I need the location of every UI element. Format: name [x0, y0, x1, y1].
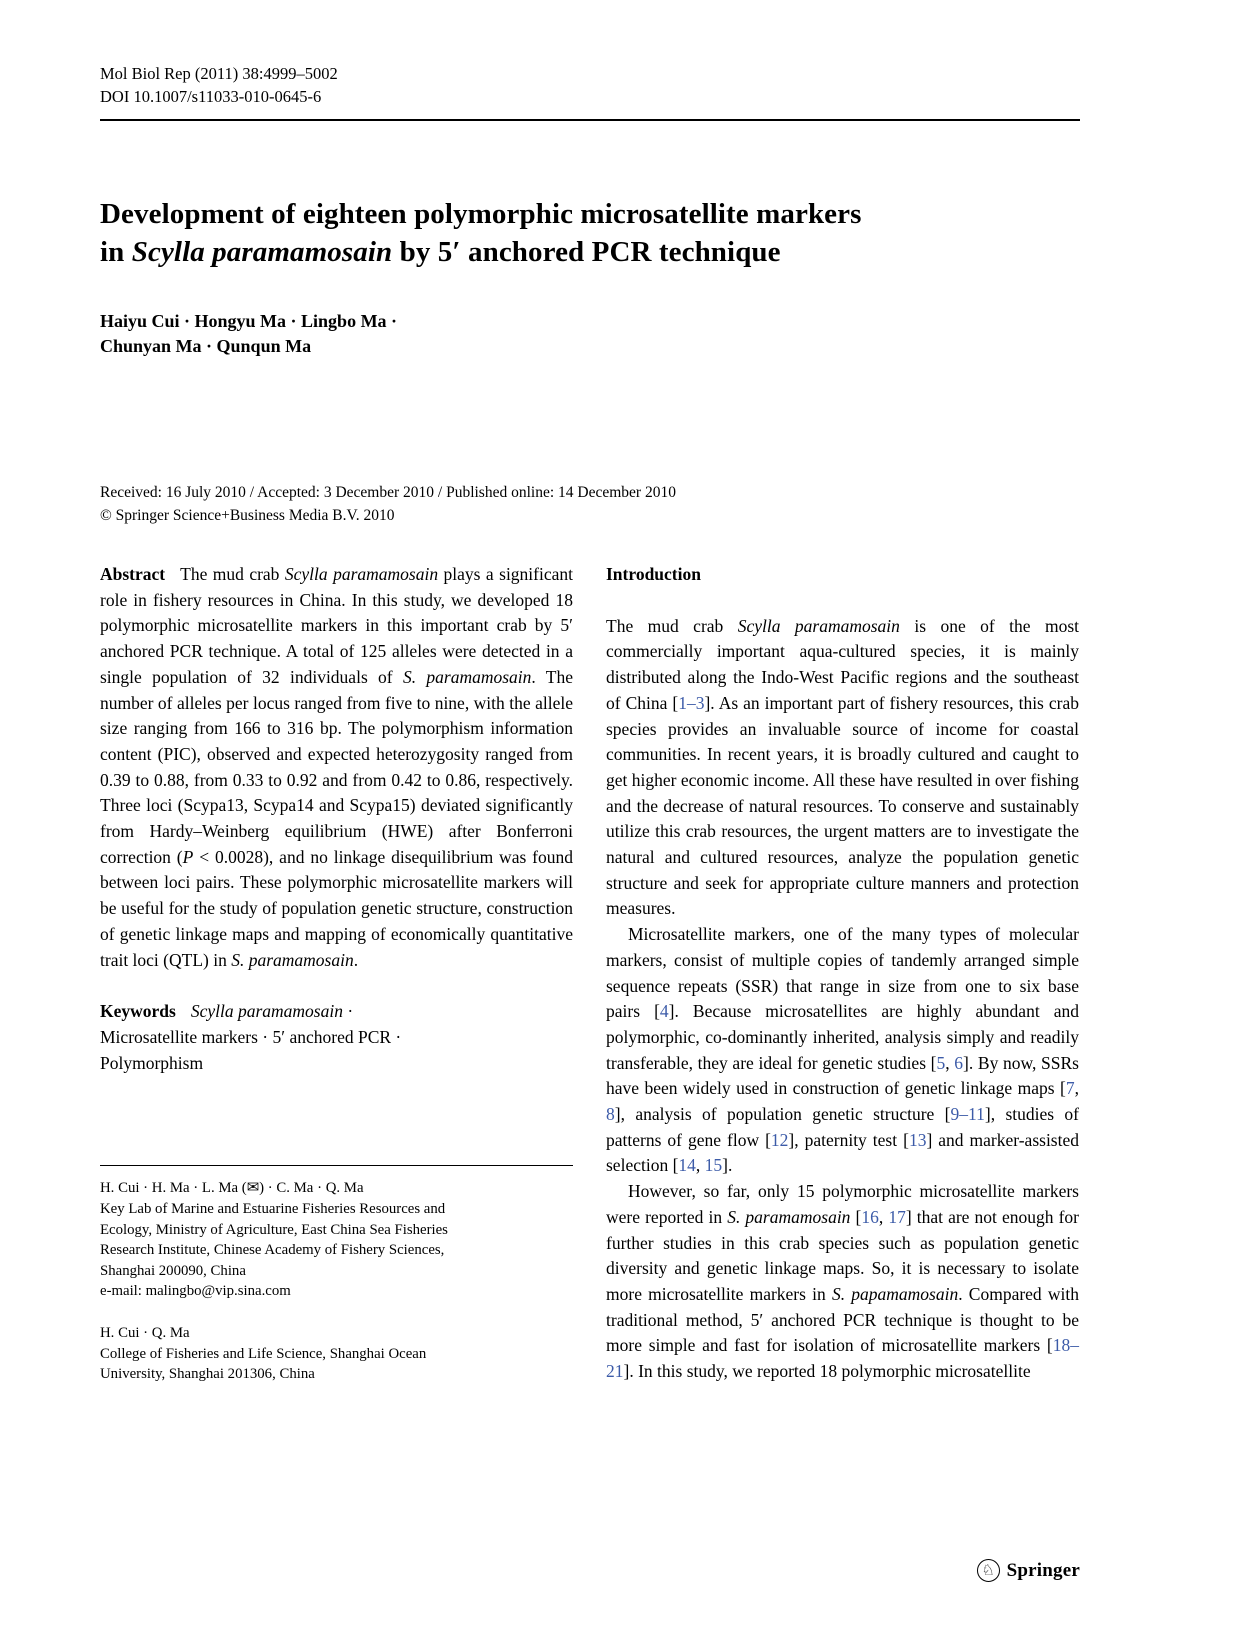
publisher-footer — [977, 1559, 1080, 1582]
doi: DOI 10.1007/s11033-010-0645-6 — [100, 87, 322, 106]
authors-line: Haiyu Cui · Hongyu Ma · Lingbo Ma · Chunyan Ma · Qunqun Ma — [100, 311, 398, 356]
left-column — [100, 562, 573, 1385]
abstract-label: Abstract — [100, 564, 166, 584]
journal-header — [100, 62, 1080, 108]
reference-link[interactable]: 14 — [678, 1155, 696, 1176]
reference-link[interactable]: 5 — [936, 1052, 946, 1073]
affiliation-1: H. Cui · H. Ma · L. Ma (✉) · C. Ma · Q. Ma Key Lab of Marine and Estuarine Fisheries Resources and Ecology, Ministry of Agriculture, East China Sea Fisheries Research Institute, Chinese Academy of Fishery Sciences, Shanghai 200090, China e-mail: malingbo@vip.sina.com — [100, 1180, 448, 1300]
received-accepted-line: Received: 16 July 2010 / Accepted: 3 December 2010 / Published online: 14 December 2010 — [100, 484, 676, 501]
reference-link[interactable]: 9–11 — [950, 1104, 985, 1125]
reference-link[interactable]: 12 — [770, 1129, 789, 1150]
reference-link[interactable]: 1–3 — [678, 692, 705, 713]
publisher-wordmark: Springer — [1006, 1559, 1080, 1581]
reference-link[interactable]: 7 — [1065, 1078, 1075, 1099]
reference-link[interactable]: 4 — [659, 1001, 669, 1022]
footnote-rule — [100, 1165, 573, 1166]
reference-link[interactable]: 8 — [606, 1104, 615, 1125]
keywords-paragraph — [100, 999, 573, 1076]
two-column-body — [100, 562, 1080, 1385]
affiliation-2: H. Cui · Q. Ma College of Fisheries and Life Science, Shanghai Ocean University, Shanghai 201306, China — [100, 1325, 427, 1383]
keywords-text: Scylla paramamosain · Microsatellite markers · 5′ anchored PCR · Polymorphism — [100, 1001, 402, 1073]
right-column — [606, 562, 1079, 1385]
reference-link[interactable]: 6 — [954, 1052, 964, 1073]
affiliations-footnote — [100, 1145, 573, 1384]
intro-paragraph-2: Microsatellite markers, one of the many types of molecular markers, consist of multiple copies of tandemly arranged simple sequence repeats (SSR) that range in size from one to six base pairs [4]. Because microsatellites are highly abundant and polymorphic, co-dominantly inherited, analysis simply and readily transferable, they are ideal for genetic studies [5, 6]. By now, SSRs have been widely used in construction of genetic linkage maps [7, 8], analysis of population genetic structure [9–11], studies of patterns of gene flow [12], paternity test [13] and marker-assisted selection [14, 15]. — [606, 924, 1079, 1176]
abstract-text: The mud crab Scylla paramamosain plays a significant role in fishery resources in China. In this study, we developed 18 polymorphic microsatellite markers in this important crab by 5′ anchored PCR technique. A total of 125 alleles were detected in a single population of 32 individuals of S. paramamosain. The number of alleles per locus ranged from five to nine, with the allele size ranging from 166 to 316 bp. The polymorphism information content (PIC), observed and expected heterozygosity ranged from 0.39 to 0.88, from 0.33 to 0.92 and from 0.42 to 0.86, respectively. Three loci (Scypa13, Scypa14 and Scypa15) deviated significantly from Hardy–Weinberg equilibrium (HWE) after Bonferroni correction (P < 0.0028), and no linkage disequilibrium was found between loci pairs. These polymorphic microsatellite markers will be useful for the study of population genetic structure, construction of genetic linkage maps and mapping of economically quantitative trait loci (QTL) in S. paramamosain. — [100, 564, 574, 970]
section-heading-introduction: Introduction — [606, 564, 701, 584]
reference-link[interactable]: 16 — [861, 1206, 879, 1227]
reference-link[interactable]: 13 — [908, 1129, 927, 1150]
envelope-icon: ✉ — [246, 1180, 260, 1197]
intro-paragraph-3: However, so far, only 15 polymorphic microsatellite markers were reported in S. paramamosain [16, 17] that are not enough for further studies in this crab species such as population genetic diversity and genetic linkage maps. So, it is necessary to isolate more microsatellite markers in S. papamamosain. Compared with traditional method, 5′ anchored PCR technique is thought to be more simple and fast for isolation of microsatellite markers [18–21]. In this study, we reported 18 polymorphic microsatellite — [606, 1181, 1080, 1382]
reference-link[interactable]: 18–21 — [606, 1335, 1079, 1382]
copyright-line: © Springer Science+Business Media B.V. 2010 — [100, 507, 395, 524]
abstract-paragraph — [100, 562, 573, 973]
reference-link[interactable]: 15 — [704, 1155, 723, 1176]
journal-ref: Mol Biol Rep (2011) 38:4999–5002 — [100, 64, 338, 83]
header-rule — [100, 119, 1080, 121]
springer-horse-icon: ♘ — [977, 1559, 1000, 1582]
reference-link[interactable]: 17 — [888, 1206, 906, 1227]
article-title: Development of eighteen polymorphic microsatellite markers in Scylla paramamosain by 5′ anchored PCR technique — [100, 198, 862, 268]
intro-paragraph-1: The mud crab Scylla paramamosain is one of the most commercially important aqua-cultured species, it is mainly distributed along the Indo-West Pacific regions and the southeast of China [1–3]. As an important part of fishery resources, this crab species provides an invaluable source of income for coastal communities. In recent years, it is broadly cultured and caught to get higher economic income. All these have resulted in over fishing and the decrease of natural resources. To conserve and sustainably utilize this crab resources, the urgent matters are to investigate the natural and cultured resources, analyze the population genetic structure and seek for appropriate culture manners and protection measures. — [606, 615, 1079, 919]
keywords-label: Keywords — [100, 1001, 176, 1022]
